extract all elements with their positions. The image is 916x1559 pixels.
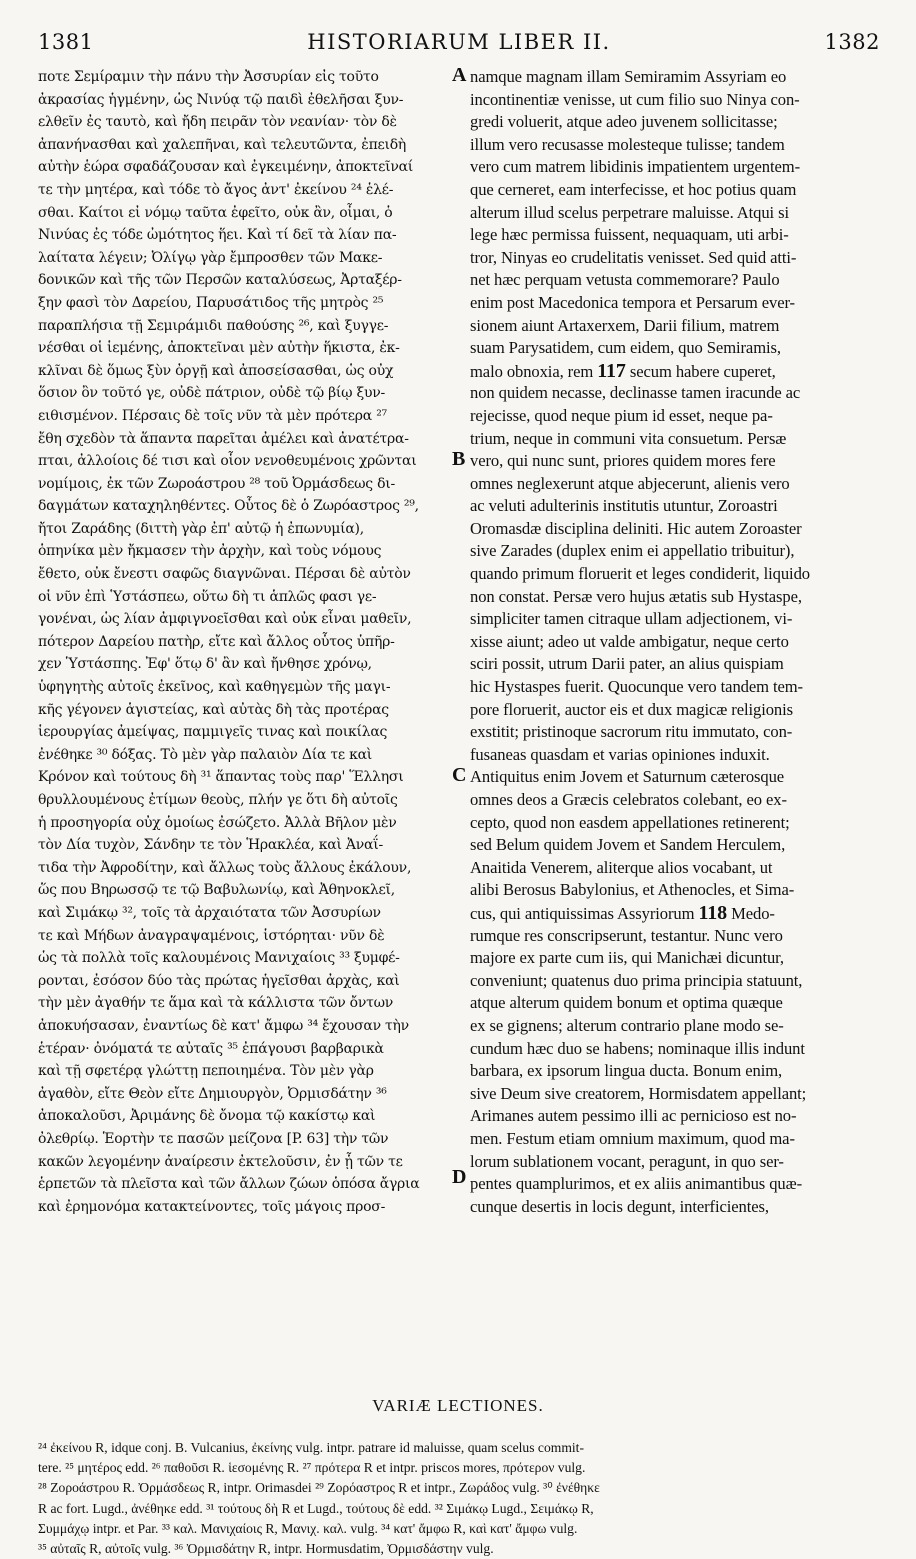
latin-text-line: trium, neque in communi vita consuetum. Persæ bbox=[470, 428, 787, 448]
variant-reading-line: tere. ²⁵ μητέρος edd. ²⁶ παθοῦσι R. ἱεσομένης R. ²⁷ πρότερα R et intpr. priscos mores, πρότερον vulg. bbox=[38, 1460, 586, 1476]
greek-text-line: νέσθαι οἱ ἱεμένης, ἀποκτεῖναι μὲν αὐτὴν ἥκιστα, ἐκ- bbox=[38, 340, 400, 357]
greek-text-line: ἀποκυήσασαν, ἐναντίως δὲ κατ' ἄμφω ³⁴ ἔχουσαν τὴν bbox=[38, 1017, 409, 1034]
greek-text-line: τε καὶ Μήδων ἀναγραψαμένοις, ἱστόρηται· νῦν δὲ bbox=[38, 927, 385, 944]
greek-text-line: ὡς τὰ πολλὰ τοῖς καλουμένοις Μανιχαίοις ³³ ξυμφέ- bbox=[38, 950, 400, 967]
running-title: HISTORIARUM LIBER II. bbox=[307, 30, 611, 54]
greek-text-line: κλῖναι δὲ ὅμως ξὺν ὀργῇ καὶ ἀποσείσασθαι, ὡς οὐχ bbox=[38, 362, 394, 379]
latin-text-line: lege hæc permissa fuissent, nequaquam, uti arbi- bbox=[470, 225, 789, 245]
latin-text-line: Oromasdæ disciplina deliniti. Hic autem Zoroaster bbox=[470, 518, 802, 538]
latin-text-line: suam Parysatidem, cum eidem, quo Semiramis, bbox=[470, 338, 781, 358]
latin-text-line: cundum hæc duo se habens; nominaque illis indunt bbox=[470, 1038, 805, 1058]
greek-text-line: ἀποκαλοῦσι, Ἀριμάνης δὲ ὄνομα τῷ κακίστῳ καὶ bbox=[38, 1108, 376, 1125]
latin-text-line: ex se gignens; alterum contrario plane modo se- bbox=[470, 1015, 784, 1035]
greek-text-line: νομίμοις, ἐκ τῶν Ζωροάστρου ²⁸ τοῦ Ὀρμάσδεως δι- bbox=[38, 475, 395, 492]
latin-text-line: sive Zarades (duplex enim ei appellatio tribuitur), bbox=[470, 541, 795, 561]
greek-text-line: καὶ Σιμάκῳ ³², τοῖς τὰ ἀρχαιότατα τῶν Ἀσσυρίων bbox=[38, 904, 381, 921]
greek-text-line: ἑτέραν· ὀνόματά τε αὐταῖς ³⁵ ἐπάγουσι βαρβαρικὰ bbox=[38, 1040, 384, 1057]
greek-text-line: γονέναι, ὡς λίαν ἀμφιγνοεῖσθαι καὶ οὐκ εἶναι μαθεῖν, bbox=[38, 611, 412, 628]
variant-reading-line: ²⁸ Ζοροάστρου R. Ὀρμάσδεως R, intpr. Orimasdei ²⁹ Ζορόαστρος R et intpr., Ζωράδος vulg. ³⁰ ἐνέθηκε bbox=[38, 1480, 600, 1496]
latin-text-line: men. Festum etiam omnium maximum, quod ma- bbox=[470, 1128, 795, 1148]
latin-text-line: lorum sublationem vocant, peragunt, in quo ser- bbox=[470, 1151, 784, 1171]
greek-text-line: ἱερουργίας ἀμείψας, παμμιγεῖς τινας καὶ ποικίλας bbox=[38, 724, 388, 741]
variant-readings-notes bbox=[38, 1438, 880, 1559]
greek-text-line: ειθισμένον. Πέρσαις δὲ τοῖς νῦν τὰ μὲν πρότερα ²⁷ bbox=[38, 407, 387, 424]
greek-text-line: ἔθη σχεδὸν τὰ ἅπαντα παρεῖται ἀμέλει καὶ ἀνατέτρα- bbox=[38, 430, 409, 447]
greek-text-line: κῆς γέγονεν ἁγιστείας, καὶ αὐτὰς δὴ τὰς προτέρας bbox=[38, 701, 389, 718]
greek-text-line: ὁπηνίκα μὲν ἤκμασεν τὴν ἀρχὴν, καὶ τοὺς νόμους bbox=[38, 543, 382, 560]
latin-text-line: sed Belum quidem Jovem et Sandem Herculem, bbox=[470, 835, 786, 855]
greek-text-column bbox=[38, 66, 456, 1218]
latin-text-line: simpliciter tamen citraque ullam adjectionem, vi- bbox=[470, 609, 793, 629]
variant-reading-line: ³⁵ αὐταῖς R, αὐτοῖς vulg. ³⁶ Ὀρμισδάτην R, intpr. Hormusdatim, Ὀρμισδάστην vulg. bbox=[38, 1540, 494, 1556]
latin-text-line: Arimanes autem pessimo illi ac pernicioso est no- bbox=[470, 1106, 797, 1126]
latin-text-line: atque alterum quidem bonum et optima quæque bbox=[470, 993, 783, 1013]
latin-text-line: exstitit; pristinoque sacrorum ritu immutato, con- bbox=[470, 722, 793, 742]
latin-line-with-page-number-117: malo obnoxia, rem 117 secum habere cuperet, bbox=[470, 359, 776, 382]
greek-text-line: σθαι. Καίτοι εἰ νόμῳ ταῦτα ἐφεῖτο, οὐκ ἂν, οἶμαι, ὁ bbox=[38, 204, 393, 221]
latin-text-line: gredi voluerit, atque adeo juvenem sollicitasse; bbox=[470, 112, 778, 132]
greek-text-line: οἱ νῦν ἐπὶ Ὑστάσπεω, οὕτω δὴ τι ἁπλῶς φασι γε- bbox=[38, 588, 377, 605]
latin-text-line: vero, qui nunc sunt, priores quidem mores fere bbox=[470, 451, 776, 471]
latin-text-line: sionem aiunt Artaxerxem, Darii filium, matrem bbox=[470, 315, 780, 335]
latin-text-line: tror, Ninyas eo crudelitatis venisset. Sed quid atti- bbox=[470, 247, 797, 267]
greek-text-line: ἀπανήνασθαι καὶ χαλεπῆναι, καὶ τελευτῶντα, ἐπειδὴ bbox=[38, 136, 407, 153]
greek-text-line: ἡ προσηγορία οὐχ ὁμοίως ἐσώζετο. Ἀλλὰ Βῆλον μὲν bbox=[38, 814, 397, 831]
greek-text-line: χεν Ὑστάσπης. Ἐφ' ὅτῳ δ' ἂν καὶ ἤνθησε χρόνῳ, bbox=[38, 656, 372, 673]
latin-text-line: alibi Berosus Babylonius, et Athenocles, et Sima- bbox=[470, 880, 795, 900]
latin-text-line: conveniunt; quatenus duo prima principia statuunt, bbox=[470, 970, 803, 990]
greek-text-line: δονικῶν καὶ τῆς τῶν Περσῶν καταλύσεως, Ἀρταξέρ- bbox=[38, 272, 402, 289]
greek-text-line: ὅσιον ὂν τοῦτό γε, οὐδὲ πάτριον, οὐδὲ τῷ βίῳ ξυν- bbox=[38, 385, 385, 402]
greek-text-line: ἀκρασίας ἡγμένην, ὡς Νινύᾳ τῷ παιδὶ ἐθελῆσαι ξυν- bbox=[38, 91, 404, 108]
greek-text-line: Κρόνον καὶ τούτους δὴ ³¹ ἅπαντας τοὺς παρ' Ἕλλησι bbox=[38, 769, 404, 786]
latin-text-column bbox=[470, 66, 880, 1218]
greek-text-line: πότερον Δαρείου πατὴρ, εἴτε καὶ ἄλλος οὗτος ὑπῆρ- bbox=[38, 633, 395, 650]
latin-text-line: ac veluti adulterinis institutis utuntur, Zoroastri bbox=[470, 496, 778, 516]
greek-text-line: θρυλλουμένους ἐτίμων θεοὺς, πλήν γε ὅτι δὴ αὐτοῖς bbox=[38, 792, 398, 808]
latin-text-line: incontinentiæ venisse, ut cum filio suo Ninya con- bbox=[470, 89, 800, 109]
latin-text-line: enim post Macedonica tempora et Persarum ever- bbox=[470, 292, 795, 312]
running-header bbox=[38, 30, 880, 60]
greek-text-line: τε τὴν μητέρα, καὶ τόδε τὸ ἄγος ἀντ' ἐκείνου ²⁴ ἑλέ- bbox=[38, 181, 394, 198]
greek-text-line: κακῶν λεγομένην ἀναίρεσιν ἐκτελοῦσιν, ἐν ᾗ τῶν τε bbox=[38, 1153, 403, 1170]
latin-text-line: que cerneret, eam interfecisse, et hoc potius quam bbox=[470, 179, 797, 199]
greek-text-line: καὶ ἐρημονόμα κατακτείνοντες, τοῖς μάγοις προσ- bbox=[38, 1198, 386, 1215]
latin-text-line: Antiquitus enim Jovem et Saturnum cæterosque bbox=[470, 767, 785, 787]
greek-text-line: ἔθετο, οὐκ ἔνεστι σαφῶς διαγνῶναι. Πέρσαι δὲ αὐτὸν bbox=[38, 566, 411, 583]
latin-text-line: sive Deum sive creatorem, Hormisdatem appellant; bbox=[470, 1083, 807, 1103]
greek-text-line: ὑφηγητὴς αὐτοῖς ἐκεῖνος, καὶ καθηγεμὼν τῆς μαγι- bbox=[38, 679, 391, 696]
greek-text-line: τὸν Δία τυχὸν, Σάνδην τε τὸν Ἡρακλέα, καὶ Ἀναΐ- bbox=[38, 837, 383, 854]
latin-text-line: xisse aiunt; adeo ut valde ambigatur, neque certo bbox=[470, 631, 789, 651]
latin-text-line: majore ex parte cum iis, qui Manichæi dicuntur, bbox=[470, 948, 784, 968]
latin-text-line: cepto, quod non easdem appellationes retinerent; bbox=[470, 812, 790, 832]
latin-text-line: rejecisse, quod neque pium id esset, neque pa- bbox=[470, 405, 773, 425]
greek-text-line: παραπλήσια τῇ Σεμιράμιδι παθούσης ²⁶, καὶ ξυγγε- bbox=[38, 317, 389, 334]
page-number-marker: 118 bbox=[698, 901, 728, 924]
latin-text-line: pore floruerit, auctor eis et dux magicæ religionis bbox=[470, 699, 793, 719]
latin-text-line: hic Hystaspes fuerit. Quocunque vero tandem tem- bbox=[470, 677, 803, 697]
left-page-number: 1381 bbox=[38, 30, 94, 54]
latin-text-line: fusaneas quasdam et varias opiniones induxit. bbox=[470, 744, 770, 764]
page-number-marker: 117 bbox=[597, 359, 626, 382]
latin-text-line: alterum illud scelus perpetrare maluisse. Atqui si bbox=[470, 202, 789, 222]
margin-marker-c: C bbox=[452, 764, 467, 786]
latin-text-line: pentes quamplurimos, et ex aliis animantibus quæ- bbox=[470, 1174, 802, 1194]
latin-text-line: net hæc perquam vetusta commemorare? Paulo bbox=[470, 270, 780, 290]
greek-text-line: τὴν μὲν ἀγαθήν τε ἅμα καὶ τὰ κάλλιστα τῶν ὄντων bbox=[38, 995, 394, 1012]
variae-lectiones-title: VARIÆ LECTIONES. bbox=[372, 1396, 544, 1415]
latin-text-line: omnes deos a Græcis celebratos colebant, eo ex- bbox=[470, 790, 787, 809]
latin-text-line: barbara, ex ipsorum lingua ducta. Bonum enim, bbox=[470, 1061, 783, 1081]
greek-text-line: αὐτὴν ἑώρα σφαδάζουσαν καὶ ἐγκειμένην, ἀποκτεῖναί bbox=[38, 159, 414, 176]
latin-text-line: Anaitida Venerem, aliterque alios vocabant, ut bbox=[470, 857, 773, 877]
greek-text-line: λαίτατα λέγειν; Ὀλίγῳ γὰρ ἔμπροσθεν τῶν Μακε- bbox=[38, 249, 383, 266]
greek-text-line: ρονται, ἐσόσον δύο τὰς πρώτας ἡγεῖσθαι ἀρχὰς, καὶ bbox=[38, 972, 400, 989]
greek-text-line: ἤτοι Ζαράδης (διττὴ γὰρ ἐπ' αὐτῷ ἡ ἐπωνυμία), bbox=[38, 520, 364, 537]
latin-text-line: cunque desertis in locis degunt, interficientes, bbox=[470, 1196, 769, 1216]
greek-text-line: ἀγαθὸν, εἴτε Θεὸν εἴτε Δημιουργὸν, Ὀρμισδάτην ³⁶ bbox=[38, 1085, 387, 1102]
latin-line-with-page-number-118: cus, qui antiquissimas Assyriorum 118 Medo- bbox=[470, 901, 775, 924]
greek-text-line: ξην φασὶ τὸν Δαρείου, Παρυσάτιδος τῆς μητρὸς ²⁵ bbox=[38, 294, 384, 311]
greek-text-line: ὥς που Βηρωσσῷ τε τῷ Βαβυλωνίῳ, καὶ Ἀθηνοκλεῖ, bbox=[38, 882, 395, 899]
greek-text-line: ἑρπετῶν τὰ πλεῖστα καὶ τῶν ἄλλων ζώων ὁπόσα ἄγρια bbox=[38, 1176, 420, 1193]
variant-reading-line: R ac fort. Lugd., ἀνέθηκε edd. ³¹ τούτους δὴ R et Lugd., τούτους δὲ edd. ³² Σιμάκῳ Lugd., Σειμάκῳ R, bbox=[38, 1500, 594, 1516]
greek-text-line: δαγμάτων καταχηληθέντες. Οὗτος δὲ ὁ Ζωρόαστρος ²⁹, bbox=[38, 498, 419, 515]
greek-text-line: ὀλεθρίῳ. Ἑορτὴν τε πασῶν μείζονα [P. 63] τὴν τῶν bbox=[38, 1130, 389, 1147]
margin-marker-a: A bbox=[452, 64, 467, 86]
greek-text-line: τιδα τὴν Ἀφροδίτην, καὶ ἄλλως τοὺς ἄλλους ἐκάλουν, bbox=[38, 859, 412, 876]
latin-text-line: rumque res conscripserunt, testantur. Nunc vero bbox=[470, 925, 783, 945]
latin-text-line: sciri possit, utrum Darii pater, an alius quispiam bbox=[470, 654, 784, 674]
latin-text-line: non quidem necasse, declinasse tamen iracunde ac bbox=[470, 383, 801, 403]
margin-marker-b: B bbox=[452, 448, 466, 470]
right-page-number: 1382 bbox=[824, 30, 880, 54]
latin-text-line: non constat. Persæ vero hujus ætatis sub Hystaspe, bbox=[470, 586, 802, 606]
latin-text-line: vero cum matrem libidinis impatientem urgentem- bbox=[470, 157, 801, 177]
latin-text-line: namque magnam illam Semiramim Assyriam eo bbox=[470, 67, 787, 86]
variant-reading-line: ²⁴ ἐκείνου R, idque conj. B. Vulcanius, ἐκείνης vulg. intpr. patrare id maluisse, quam scelus commit- bbox=[38, 1440, 584, 1455]
greek-text-line: ελθεῖν ἐς ταυτὸ, καὶ ἤδη πειρᾶν τὸν νεανίαν· τὸν δὲ bbox=[38, 114, 397, 131]
latin-text-line: illum vero recusasse molesteque tulisse; tandem bbox=[470, 134, 785, 154]
greek-text-line: πται, ἀλλοίοις δέ τισι καὶ οἷον νενοθευμένοις χρῶνται bbox=[38, 453, 417, 470]
greek-text-line: ἐνέθηκε ³⁰ δόξας. Τὸ μὲν γὰρ παλαιὸν Δία τε καὶ bbox=[38, 746, 373, 763]
greek-text-line: ποτε Σεμίραμιν τὴν πάνυ τὴν Ἀσσυρίαν εἰς τοῦτο bbox=[38, 69, 379, 85]
greek-text-line: καὶ τῇ σφετέρᾳ γλώττῃ πεποιημένα. Τὸν μὲν γὰρ bbox=[38, 1063, 374, 1080]
greek-text-line: Νινύας ἐς τόδε ὠμότητος ἥει. Καὶ τί δεῖ τὰ λίαν πα- bbox=[38, 227, 397, 244]
variant-reading-line: Συμμάχῳ intpr. et Par. ³³ καλ. Μανιχαίοις R, Μανιχ. καλ. vulg. ³⁴ κατ' ἄμφω R, καὶ κατ' ἄμφω vulg. bbox=[38, 1520, 578, 1536]
latin-text-line: quando primum floruerit et leges condiderit, liquido bbox=[470, 564, 810, 584]
latin-text-line: omnes neglexerunt atque abjecerunt, alienis vero bbox=[470, 473, 790, 493]
margin-marker-d: D bbox=[452, 1166, 467, 1188]
